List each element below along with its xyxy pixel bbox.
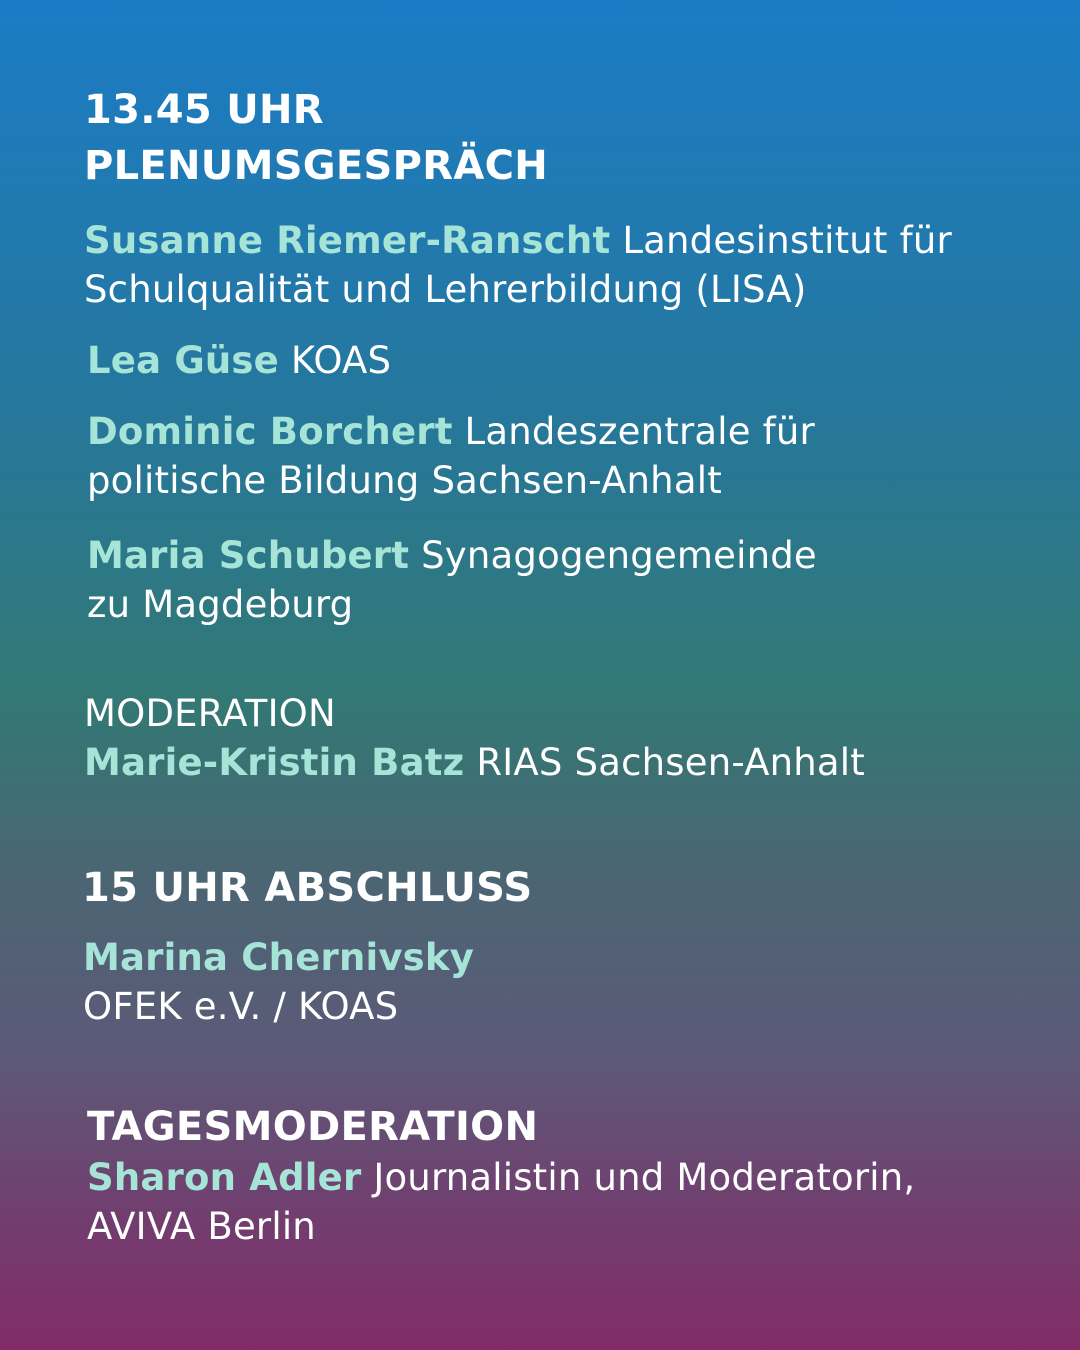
panelist-org-line2: Schulqualität und Lehrerbildung (LISA) [84,268,807,311]
panelist-name: Susanne Riemer-Ranscht [84,219,611,262]
session-1-heading [84,82,1020,194]
panelist-2 [87,336,1020,385]
panelist-1 [84,216,1020,314]
session-2-heading: 15 UHR ABSCHLUSS [82,865,533,911]
panelist-3 [87,407,1020,505]
day-moderator-org-line2: AVIVA Berlin [87,1205,316,1248]
panelist-name: Lea Güse [87,339,279,382]
panelist-org: Landesinstitut für [622,219,952,262]
moderator-name: Marie-Kristin Batz [84,741,465,784]
panelist-name: Maria Schubert [87,534,410,577]
day-moderation-block [87,1102,1020,1251]
session-1-title: PLENUMSGESPRÄCH [84,143,549,189]
closing-speaker-org: OFEK e.V. / KOAS [83,985,399,1028]
day-moderator [87,1153,1020,1251]
closing-speaker [83,933,1020,1031]
moderator-org: RIAS Sachsen-Anhalt [476,741,865,784]
session-1-time: 13.45 UHR [84,87,324,133]
day-moderator-org: Journalistin und Moderatorin, [373,1156,916,1199]
closing-speaker-name: Marina Chernivsky [83,936,475,979]
moderator [84,738,1020,787]
moderation-block [84,689,1020,787]
panelist-org-line2: politische Bildung Sachsen-Anhalt [87,459,722,502]
panelist-org: Synagogengemeinde [421,534,817,577]
panelist-name: Dominic Borchert [87,410,453,453]
panelist-org: KOAS [290,339,392,382]
day-moderator-name: Sharon Adler [87,1156,362,1199]
panelist-4 [87,531,1020,629]
moderation-label: MODERATION [84,692,336,735]
day-moderation-label: TAGESMODERATION [87,1104,539,1150]
panelist-org-line2: zu Magdeburg [87,583,354,626]
panelist-org: Landeszentrale für [464,410,815,453]
